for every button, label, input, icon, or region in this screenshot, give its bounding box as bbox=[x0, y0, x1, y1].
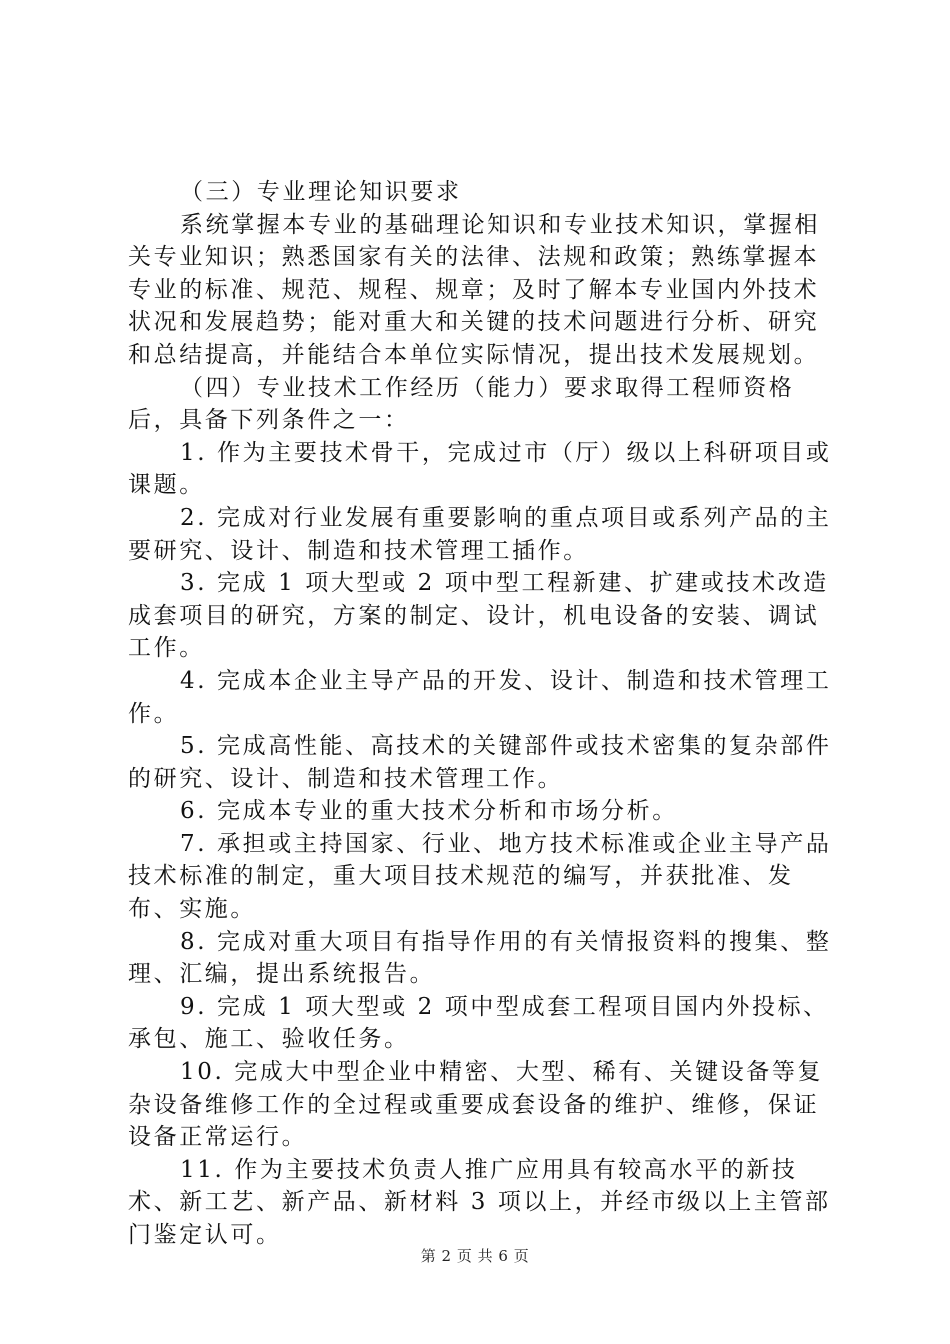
condition-item-11: 11. 作为主要技术负责人推广应用具有较高水平的新技术、新工艺、新产品、新材料 3 项以上，并经市级以上主管部门鉴定认可。 bbox=[128, 1156, 831, 1248]
document-body bbox=[128, 176, 840, 1252]
page-number-label: 第 2 页 共 6 页 bbox=[420, 1247, 530, 1265]
condition-item-3: 3. 完成 1 项大型或 2 项中型工程新建、扩建或技术改造成套项目的研究，方案的制定、设计，机电设备的安装、调试工作。 bbox=[128, 570, 829, 662]
section-heading-experience: （四）专业技术工作经历（能力）要求取得工程师资格后，具备下列条件之一： bbox=[128, 374, 795, 434]
condition-item-8: 8. 完成对重大项目有指导作用的有关情报资料的搜集、整理、汇编，提出系统报告。 bbox=[128, 928, 832, 988]
condition-item-9: 9. 完成 1 项大型或 2 项中型成套工程项目国内外投标、承包、施工、验收任务。 bbox=[128, 993, 829, 1053]
condition-item-2: 2. 完成对行业发展有重要影响的重点项目或系列产品的主要研究、设计、制造和技术管理工插作。 bbox=[128, 504, 832, 564]
condition-item-6: 6. 完成本专业的重大技术分析和市场分析。 bbox=[180, 798, 678, 825]
condition-item-4: 4. 完成本企业主导产品的开发、设计、制造和技术管理工作。 bbox=[128, 667, 832, 727]
paragraph-theory-requirements: 系统掌握本专业的基础理论知识和专业技术知识，掌握相关专业知识；熟悉国家有关的法律、法规和政策；熟练掌握本专业的标准、规范、规程、规章；及时了解本专业国内外技术状况和发展趋势；能对重大和关键的技术问题进行分析、研究和总结提高，并能结合本单位实际情况，提出技术发展规划。 bbox=[128, 211, 820, 368]
condition-item-10: 10. 完成大中型企业中精密、大型、稀有、关键设备等复杂设备维修工作的全过程或重要成套设备的维护、维修，保证设备正常运行。 bbox=[128, 1059, 824, 1151]
section-heading-theory: （三）专业理论知识要求 bbox=[180, 179, 462, 205]
condition-item-1: 1. 作为主要技术骨干，完成过市（厅）级以上科研项目或课题。 bbox=[128, 439, 832, 499]
condition-item-5: 5. 完成高性能、高技术的关键部件或技术密集的复杂部件的研究、设计、制造和技术管理工作。 bbox=[128, 733, 832, 792]
condition-item-7: 7. 承担或主持国家、行业、地方技术标准或企业主导产品技术标准的制定，重大项目技术规范的编写，并获批准、发布、实施。 bbox=[128, 830, 832, 923]
page-footer bbox=[0, 1245, 950, 1266]
